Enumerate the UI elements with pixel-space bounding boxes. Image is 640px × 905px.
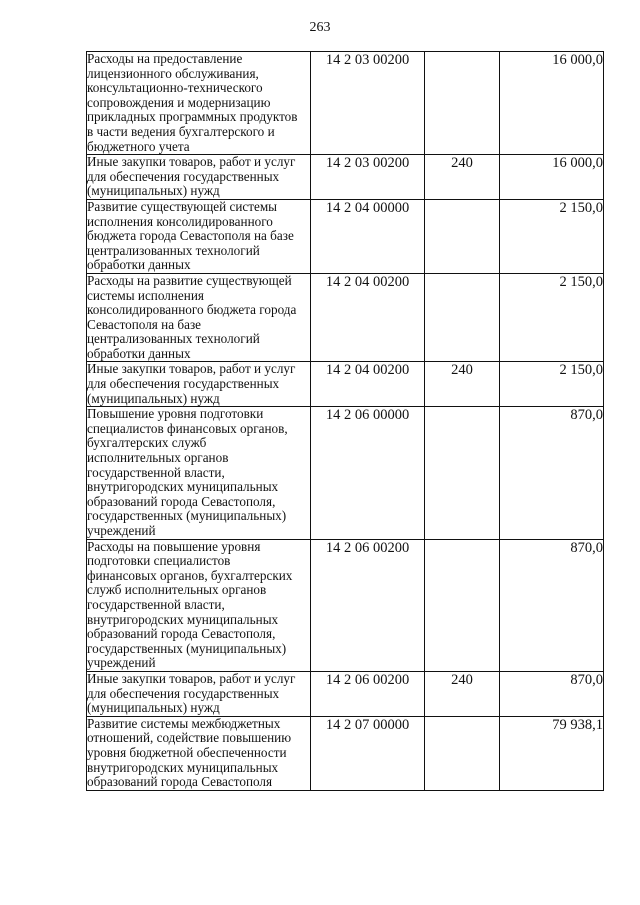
target-code-cell: 14 2 03 00200 xyxy=(311,52,425,155)
amount-cell: 870,0 xyxy=(500,539,604,671)
table-row xyxy=(87,362,604,407)
expense-type-cell: 240 xyxy=(425,362,500,407)
amount-cell: 79 938,1 xyxy=(500,716,604,790)
expense-type-cell: 240 xyxy=(425,155,500,200)
table-row xyxy=(87,539,604,671)
expense-name-cell: Повышение уровня подготовки специалистов финансовых органов, бухгалтерских служб исполнительных органов государственной власти, внутригородских муниципальных образований города Севастополя, государственных (муниципальных) учреждений xyxy=(87,407,311,539)
expense-type-cell: 240 xyxy=(425,671,500,716)
expense-type-cell xyxy=(425,52,500,155)
amount-cell: 16 000,0 xyxy=(500,52,604,155)
expense-type-cell xyxy=(425,716,500,790)
expense-name-cell: Расходы на повышение уровня подготовки специалистов финансовых органов, бухгалтерских служб исполнительных органов государственной власти, внутригородских муниципальных образований города Севастополя, государственных (муниципальных) учреждений xyxy=(87,539,311,671)
table-row xyxy=(87,671,604,716)
target-code-cell: 14 2 06 00200 xyxy=(311,671,425,716)
target-code-cell: 14 2 04 00200 xyxy=(311,362,425,407)
amount-cell: 2 150,0 xyxy=(500,199,604,273)
page-number: 263 xyxy=(309,20,331,35)
target-code-cell: 14 2 03 00200 xyxy=(311,155,425,200)
target-code-cell: 14 2 06 00000 xyxy=(311,407,425,539)
amount-cell: 2 150,0 xyxy=(500,362,604,407)
target-code-cell: 14 2 04 00000 xyxy=(311,199,425,273)
expense-name-cell: Расходы на развитие существующей системы исполнения консолидированного бюджета города Севастополя на базе централизованных технологий обработки данных xyxy=(87,273,311,362)
expense-name-cell: Расходы на предоставление лицензионного обслуживания, консультационно-технического сопровождения и модернизацию прикладных программных продуктов в части ведения бухгалтерского и бюджетного учета xyxy=(87,52,311,155)
table-row xyxy=(87,52,604,155)
amount-cell: 870,0 xyxy=(500,407,604,539)
target-code-cell: 14 2 04 00200 xyxy=(311,273,425,362)
amount-cell: 870,0 xyxy=(500,671,604,716)
target-code-cell: 14 2 06 00200 xyxy=(311,539,425,671)
amount-cell: 16 000,0 xyxy=(500,155,604,200)
expense-name-cell: Развитие существующей системы исполнения консолидированного бюджета города Севастополя на базе централизованных технологий обработки данных xyxy=(87,199,311,273)
budget-table xyxy=(86,51,604,791)
expense-type-cell xyxy=(425,407,500,539)
table-row xyxy=(87,199,604,273)
expense-type-cell xyxy=(425,199,500,273)
expense-name-cell: Развитие системы межбюджетных отношений, содействие повышению уровня бюджетной обеспеченности внутригородских муниципальных образований города Севастополя xyxy=(87,716,311,790)
table-row xyxy=(87,716,604,790)
table-row xyxy=(87,273,604,362)
table-row xyxy=(87,407,604,539)
expense-name-cell: Иные закупки товаров, работ и услуг для обеспечения государственных (муниципальных) нужд xyxy=(87,155,311,200)
table-row xyxy=(87,155,604,200)
expense-type-cell xyxy=(425,539,500,671)
expense-type-cell xyxy=(425,273,500,362)
expense-name-cell: Иные закупки товаров, работ и услуг для обеспечения государственных (муниципальных) нужд xyxy=(87,362,311,407)
target-code-cell: 14 2 07 00000 xyxy=(311,716,425,790)
amount-cell: 2 150,0 xyxy=(500,273,604,362)
expense-name-cell: Иные закупки товаров, работ и услуг для обеспечения государственных (муниципальных) нужд xyxy=(87,671,311,716)
